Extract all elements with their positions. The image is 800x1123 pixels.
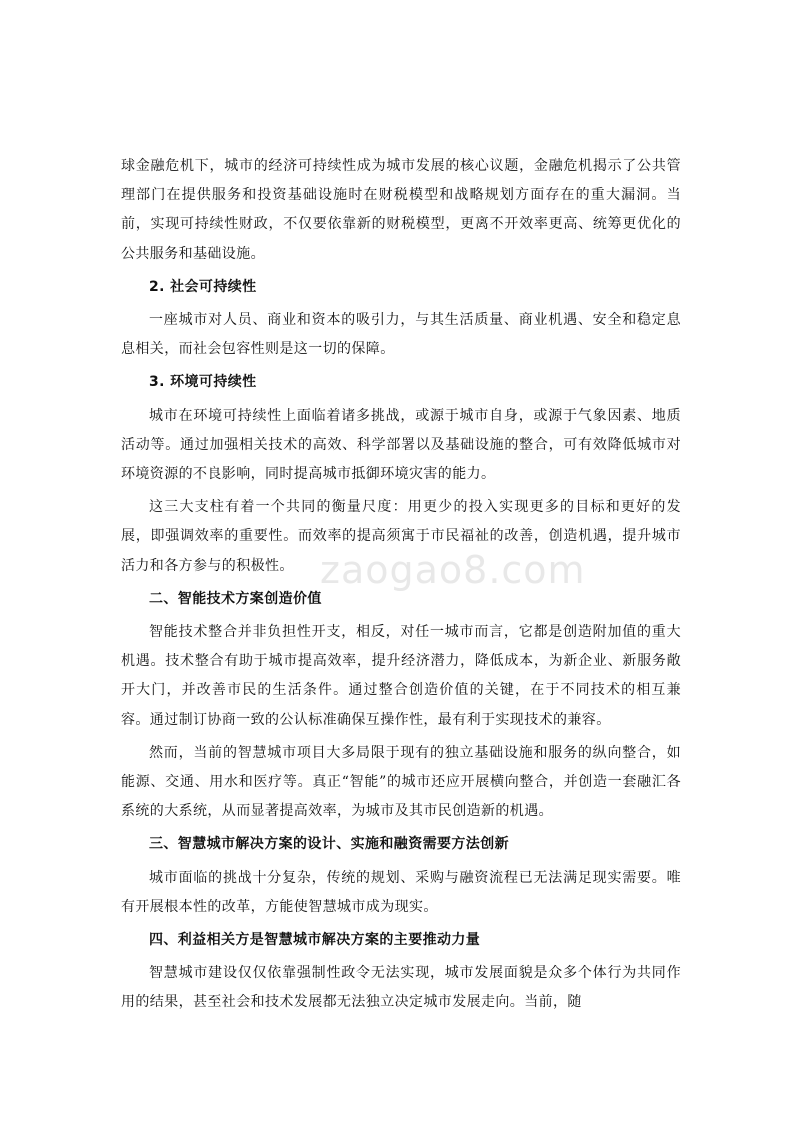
paragraph-environmental-sustainability: 城市在环境可持续性上面临着诸多挑战，或源于城市自身，或源于气象因素、地质活动等。通过加强相关技术的高效、科学部署以及基础设施的整合，可有效降低城市对环境资源的不良影响，同时提高城市抵御环境灾害的能力。 <box>121 407 681 483</box>
paragraph-stakeholders: 智慧城市建设仅仅依靠强制性政令无法实现，城市发展面貌是众多个体行为共同作用的结果，甚至社会和技术发展都无法独立决定城市发展走向。当前，随 <box>121 965 681 1011</box>
heading-environmental-sustainability: 3. 环境可持续性 <box>149 374 257 391</box>
heading-social-sustainability: 2. 社会可持续性 <box>149 278 257 295</box>
heading-stakeholders: 四、利益相关方是智慧城市解决方案的主要推动力量 <box>149 932 481 949</box>
paragraph-complex-challenges: 城市面临的挑战十分复杂，传统的规划、采购与融资流程已无法满足现实需要。唯有开展根本性的改革，方能使智慧城市成为现实。 <box>121 869 681 915</box>
paragraph-horizontal-integration: 然而，当前的智慧城市项目大多局限于现有的独立基础设施和服务的纵向整合，如能源、交通、用水和医疗等。真正“智能”的城市还应开展横向整合，并创造一套融汇各系统的大系统，从而显著提高效率，为城市及其市民创造新的机遇。 <box>121 744 681 820</box>
paragraph-social-sustainability: 一座城市对人员、商业和资本的吸引力，与其生活质量、商业机遇、安全和稳定息息相关，而社会包容性则是这一切的保障。 <box>121 312 681 358</box>
heading-method-innovation: 三、智慧城市解决方案的设计、实施和融资需要方法创新 <box>149 836 509 853</box>
document-page <box>121 152 681 1022</box>
paragraph-tech-integration: 智能技术整合并非负担性开支，相反，对任一城市而言，它都是创造附加值的重大机遇。技术整合有助于城市提高效率，提升经济潜力，降低成本，为新企业、新服务敞开大门，并改善市民的生活条件。通过整合创造价值的关键，在于不同技术的相互兼容。通过制订协商一致的公认标准确保互操作性，最有利于实现技术的兼容。 <box>121 624 681 728</box>
paragraph-financial-sustainability: 球金融危机下，城市的经济可持续性成为城市发展的核心议题，金融危机揭示了公共管理部门在提供服务和投资基础设施时在财税模型和战略规划方面存在的重大漏洞。当前，实现可持续性财政，不仅要依靠新的财税模型，更离不开效率更高、统筹更优化的公共服务和基础设施。 <box>121 158 681 262</box>
paragraph-three-pillars: 这三大支柱有着一个共同的衡量尺度：用更少的投入实现更多的目标和更好的发展，即强调效率的重要性。而效率的提高须寓于市民福祉的改善，创造机遇，提升城市活力和各方参与的积极性。 <box>121 499 681 574</box>
watermark: zaogao8.com <box>320 548 586 592</box>
heading-smart-tech-value: 二、智能技术方案创造价值 <box>149 590 322 607</box>
